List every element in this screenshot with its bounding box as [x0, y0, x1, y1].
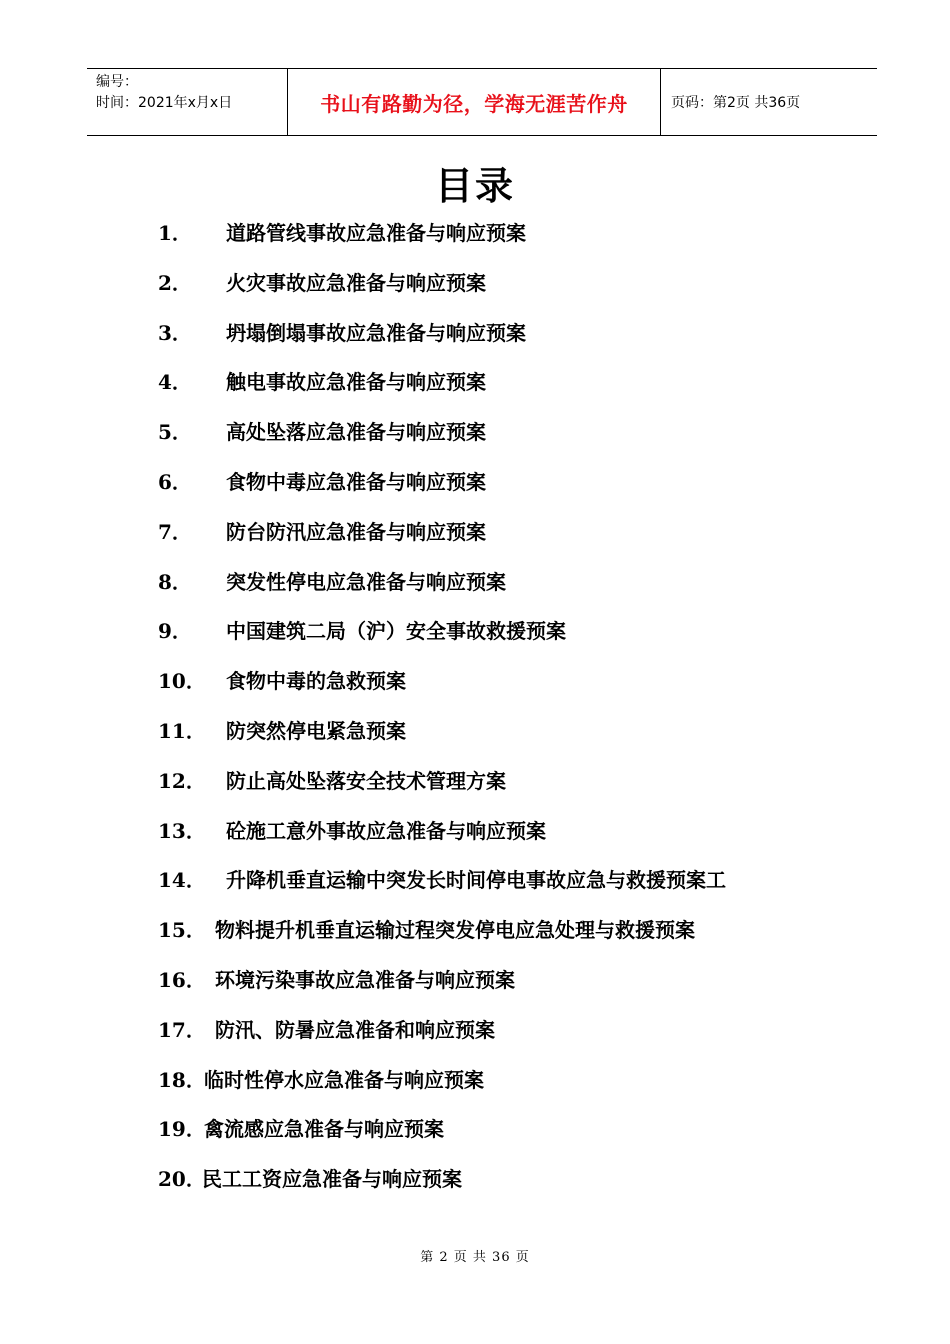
toc-item[interactable] [158, 963, 858, 1013]
toc-item-number: 15． [158, 918, 206, 943]
toc-item-number: 3． [158, 320, 192, 345]
toc-item-number: 7． [158, 519, 192, 544]
toc-item-number: 17． [158, 1017, 206, 1042]
toc-item-title: 临时性停水应急准备与响应预案 [204, 1067, 484, 1092]
toc-item-title: 道路管线事故应急准备与响应预案 [226, 221, 526, 245]
table-of-contents [158, 216, 858, 1212]
toc-item-title: 民工工资应急准备与响应预案 [202, 1167, 462, 1192]
toc-item-number: 6． [158, 469, 192, 494]
toc-item[interactable] [158, 1013, 858, 1063]
toc-item[interactable] [158, 664, 858, 714]
toc-item[interactable] [158, 465, 858, 515]
page-header [87, 68, 877, 136]
header-meta [87, 69, 288, 135]
toc-item[interactable] [158, 764, 858, 814]
toc-item-number: 10． [158, 669, 206, 694]
page-title: 目录 [434, 163, 515, 208]
toc-item-number: 13． [158, 818, 206, 843]
toc-item[interactable] [158, 515, 858, 565]
number-label: 编号： [96, 74, 138, 90]
toc-item-number: 14． [158, 868, 206, 893]
toc-item-number: 18． [158, 1067, 206, 1092]
toc-item-title: 物料提升机垂直运输过程突发停电应急处理与救援预案 [215, 918, 695, 943]
toc-item-number: 16． [158, 967, 206, 992]
toc-item-number: 1． [158, 221, 192, 245]
header-page-number: 页码：第2页 共36页 [671, 95, 801, 111]
toc-item-number: 4． [158, 370, 192, 395]
toc-item[interactable] [158, 565, 858, 615]
header-motto: 书山有路勤为径，学海无涯苦作舟 [288, 69, 661, 135]
toc-item[interactable] [158, 814, 858, 864]
toc-item-number: 2． [158, 270, 192, 295]
toc-item[interactable] [158, 216, 858, 266]
toc-item[interactable] [158, 316, 858, 366]
toc-item-title: 砼施工意外事故应急准备与响应预案 [226, 818, 546, 843]
toc-item-number: 11． [158, 718, 206, 743]
toc-item-title: 防突然停电紧急预案 [226, 718, 406, 743]
toc-item-title: 食物中毒应急准备与响应预案 [226, 469, 486, 494]
toc-item-title: 火灾事故应急准备与响应预案 [226, 270, 486, 295]
toc-item[interactable] [158, 614, 858, 664]
toc-item-number: 5． [158, 420, 192, 445]
toc-item-title: 禽流感应急准备与响应预案 [204, 1117, 444, 1142]
toc-item[interactable] [158, 415, 858, 465]
toc-item-title: 环境污染事故应急准备与响应预案 [215, 967, 515, 992]
toc-item[interactable] [158, 714, 858, 764]
toc-item-number: 19． [158, 1117, 206, 1142]
toc-item-title: 食物中毒的急救预案 [226, 669, 406, 694]
toc-item-title: 防止高处坠落安全技术管理方案 [226, 768, 506, 793]
toc-item-title: 中国建筑二局（沪）安全事故救援预案 [226, 619, 566, 644]
toc-item-title: 防汛、防暑应急准备和响应预案 [215, 1017, 495, 1042]
toc-item[interactable] [158, 266, 858, 316]
toc-item-title: 升降机垂直运输中突发长时间停电事故应急与救援预案工 [226, 868, 726, 893]
time-label: 时间：2021年x月x日 [96, 95, 233, 111]
toc-item-number: 9． [158, 619, 192, 644]
toc-item[interactable] [158, 863, 858, 913]
toc-item-number: 12． [158, 768, 206, 793]
toc-item[interactable] [158, 1112, 858, 1162]
page-footer: 第 2 页 共 36 页 [420, 1250, 530, 1265]
toc-item-number: 8． [158, 569, 192, 594]
toc-item-title: 高处坠落应急准备与响应预案 [226, 420, 486, 445]
toc-item-title: 触电事故应急准备与响应预案 [226, 370, 486, 395]
toc-item[interactable] [158, 1063, 858, 1113]
toc-item-title: 防台防汛应急准备与响应预案 [226, 519, 486, 544]
toc-item[interactable] [158, 365, 858, 415]
toc-item[interactable] [158, 913, 858, 963]
toc-item[interactable] [158, 1162, 858, 1212]
toc-item-title: 突发性停电应急准备与响应预案 [226, 569, 506, 594]
toc-item-number: 20． [158, 1167, 206, 1192]
toc-item-title: 坍塌倒塌事故应急准备与响应预案 [226, 320, 526, 345]
